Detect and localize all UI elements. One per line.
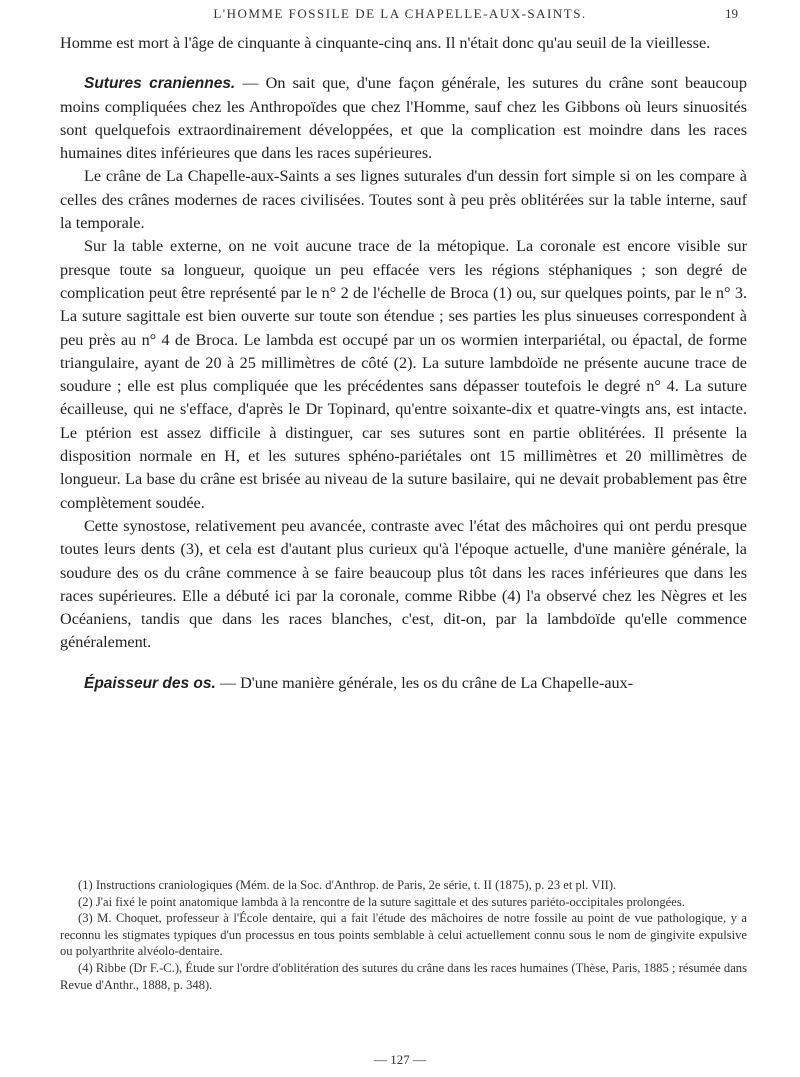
page-header — [0, 6, 800, 28]
footnote-2: (2) J'ai fixé le point anatomique lambda à la rencontre de la suture sagittale et des sutures pariéto-occipitales prolongées. — [78, 894, 685, 909]
paragraph-age: Homme est mort à l'âge de cinquante à cinquante-cinq ans. Il n'était donc qu'au seuil de la vieillesse. — [60, 34, 711, 52]
paragraph-synostosis: Cette synostose, relativement peu avancée, contraste avec l'état des mâchoires qui ont perdu presque toutes leurs dents (3), et cela est d'autant plus curieux qu'à l'époque actuelle, d'une manière générale, la soudure des os du crâne commence à se faire beaucoup plus tôt dans les races inférieures que dans les races supérieures. Elle a débuté ici par la coronale, comme Ribbe (4) l'a observé chez les Nègres et les Océaniens, tandis que dans les races blanches, c'est, dit-on, par la lambdoïde qu'elle commence généralement. — [60, 516, 747, 652]
section-thickness-text: — D'une manière générale, les os du crâne de La Chapelle-aux- — [215, 673, 634, 692]
section-sutures-text: — On sait que, d'une façon générale, les sutures du crâne sont beaucoup moins compliquées chez les Anthropoïdes que chez l'Homme, sauf chez les Gibbons où leurs sinuosités sont quelquefois extraordinairement développées, et que la complication est moindre dans les races humaines dites inférieures que dans les races supérieures. — [60, 74, 747, 163]
section-title-thickness: Épaisseur des os. — [84, 674, 216, 692]
paragraph-external-table: Sur la table externe, on ne voit aucune trace de la métopique. La coronale est encore visible sur presque toute sa longueur, quoique un peu effacée vers les régions stéphaniques ; son degré de complication peut être représenté par le n° 2 de l'échelle de Broca (1) ou, sur quelques points, par le n° 3. La suture sagittale est bien ouverte sur toute son étendue ; ses parties les plus sinueuses correspondent à peu près au n° 4 de Broca. Le lambda est occupé par un os wormien interpariétal, ou épactal, de forme triangulaire, ayant de 20 à 25 millimètres de côté (2). La suture lambdoïde ne présente aucune trace de soudure ; elle est plus compliquée que les précédentes sans dépasser toutefois le degré n° 4. La suture écailleuse, qui ne s'efface, d'après le Dr Topinard, qu'entre soixante-dix et quatre-vingts ans, est intacte. Le ptérion est assez difficile à distinguer, car ses sutures sont en partie oblitérées. Il présente la disposition normale en H, et les sutures sphéno-pariétales ont 15 millimètres et 20 millimètres de longueur. La base du crâne est brisée au niveau de la suture basilaire, qui ne devait probablement pas être complètement soudée. — [60, 237, 747, 512]
main-text — [60, 32, 747, 695]
footnote-1: (1) Instructions craniologiques (Mém. de la Soc. d'Anthrop. de Paris, 2e série, t. II (1875), p. 23 et pl. VII). — [78, 878, 617, 892]
footnote-4: (4) Ribbe (Dr F.-C.), Étude sur l'ordre d'oblitération des sutures du crâne dans les races humaines (Thèse, Paris, 1885 ; résumée dans Revue d'Anthr., 1888, p. 348). — [60, 960, 747, 992]
page-number: 19 — [725, 6, 738, 21]
section-thickness — [60, 672, 747, 695]
folio: — 127 — — [374, 1052, 426, 1067]
section-sutures — [60, 72, 747, 165]
running-head: L'HOMME FOSSILE DE LA CHAPELLE-AUX-SAINTS. — [213, 6, 587, 21]
section-title-sutures: Sutures craniennes. — [84, 75, 236, 93]
footnote-3: (3) M. Choquet, professeur à l'École dentaire, qui a fait l'étude des mâchoires de notre fossile au point de vue pathologique, y a reconnu les stigmates typiques d'un processus en tous points semblable à celui actuellement connu sous le nom de gingivite expulsive ou polyarthrite alvéolo-dentaire. — [60, 911, 747, 959]
footnotes — [60, 877, 747, 993]
paragraph-chapelle-skull: Le crâne de La Chapelle-aux-Saints a ses lignes suturales d'un dessin fort simple si on les compare à celles des crânes modernes de races civilisées. Toutes sont à peu près oblitérées sur la table interne, sauf la temporale. — [60, 167, 747, 233]
